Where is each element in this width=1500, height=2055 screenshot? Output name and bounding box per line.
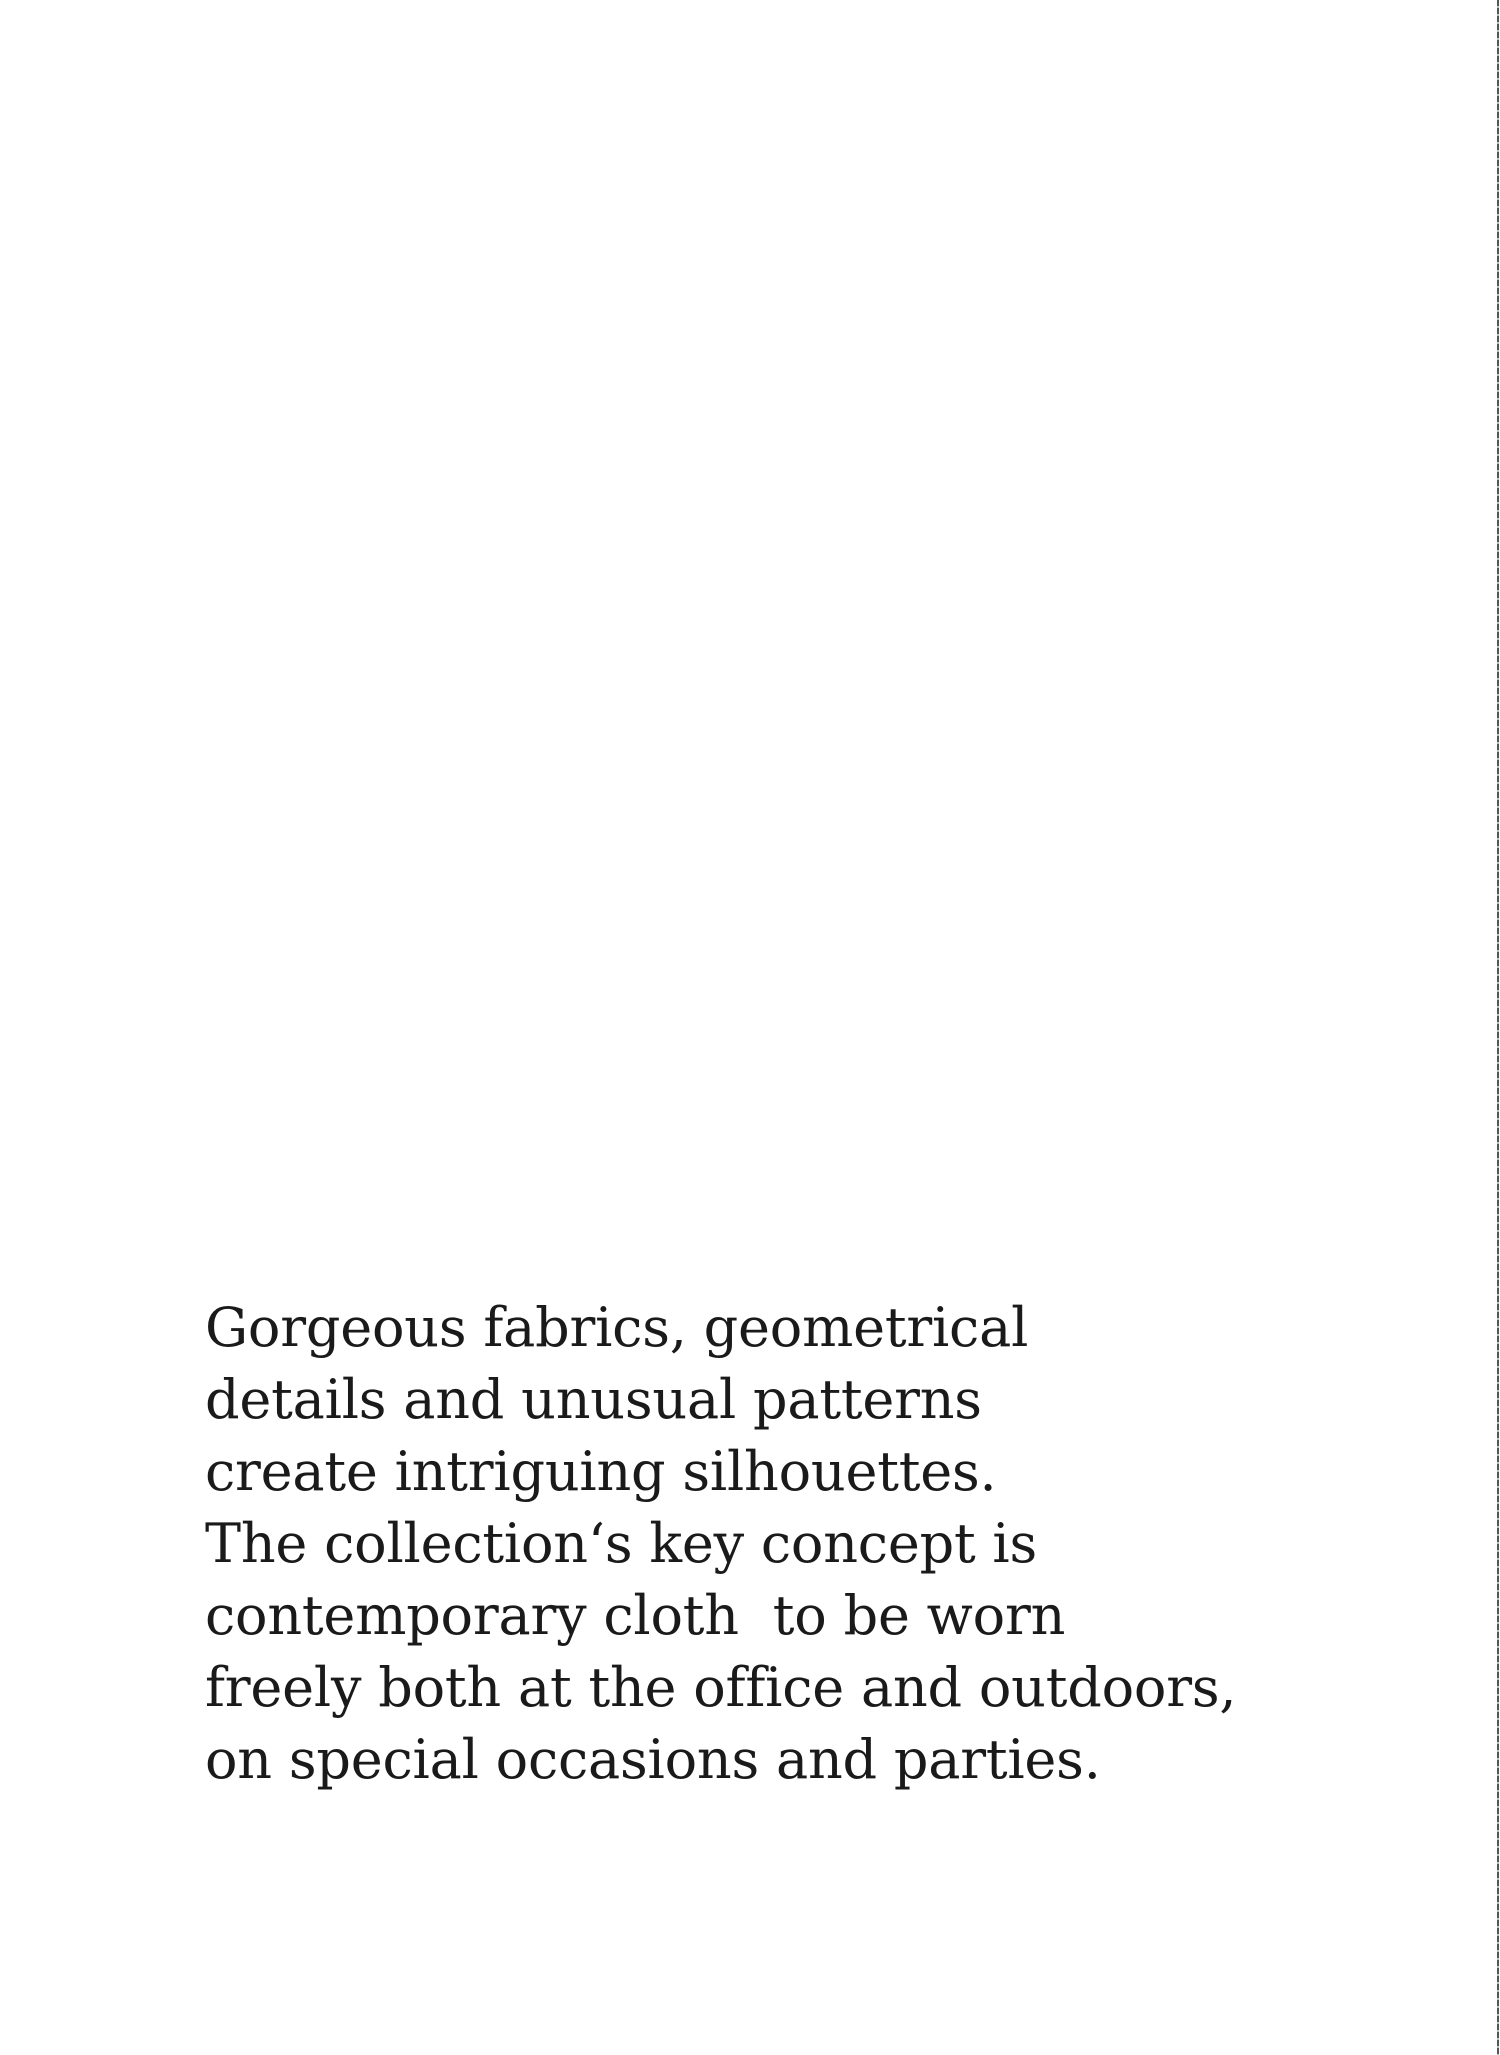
- body-paragraph: [205, 1292, 1236, 1796]
- page-edge-line: [1497, 0, 1499, 2055]
- paragraph-line: on special occasions and parties.: [205, 1728, 1101, 1791]
- paragraph-line: The collection‘s key concept is: [205, 1512, 1038, 1575]
- paragraph-line: create intriguing silhouettes.: [205, 1440, 997, 1503]
- paragraph-line: freely both at the office and outdoors,: [205, 1656, 1237, 1719]
- paragraph-line: details and unusual patterns: [205, 1368, 982, 1431]
- paragraph-line: contemporary cloth to be worn: [205, 1584, 1066, 1647]
- paragraph-line: Gorgeous fabrics, geometrical: [205, 1296, 1029, 1359]
